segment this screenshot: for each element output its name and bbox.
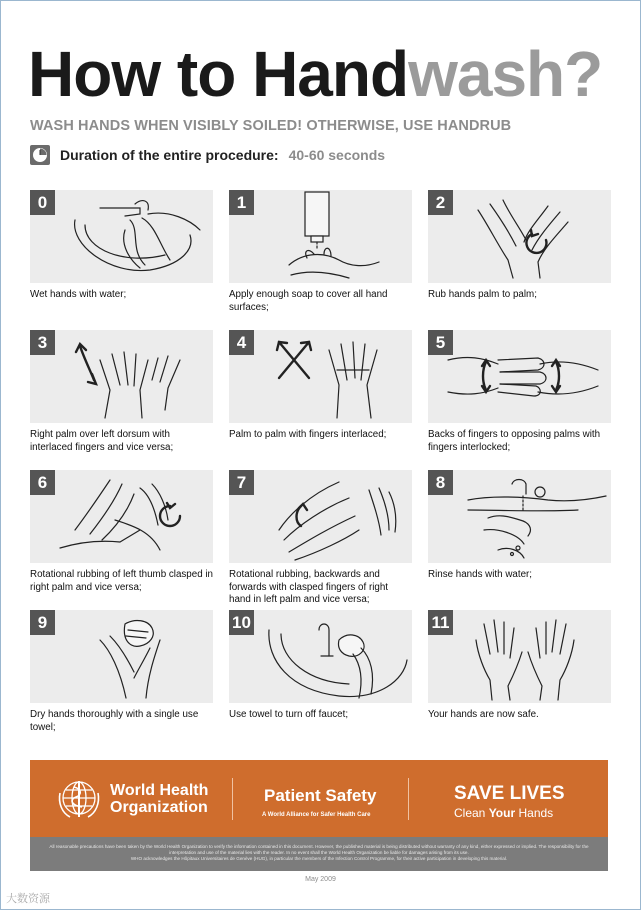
who-name-line2: Organization	[110, 799, 208, 816]
duration-label: Duration of the entire procedure:	[60, 147, 279, 163]
step-number: 6	[30, 470, 55, 495]
clean-hands-slogan	[454, 806, 553, 820]
step-caption: Dry hands thoroughly with a single use towel;	[30, 709, 199, 733]
step-number: 10	[229, 610, 254, 635]
step-number: 2	[428, 190, 453, 215]
fingers-interlocked-icon	[428, 330, 611, 423]
step-number: 0	[30, 190, 55, 215]
slogan-part: Hands	[515, 806, 554, 820]
patient-safety-subtitle: A World Alliance for Safer Health Care	[262, 812, 371, 818]
clean-hands-icon	[428, 610, 611, 703]
step-caption: Your hands are now safe.	[428, 709, 539, 720]
step-3	[30, 330, 213, 470]
palm-over-dorsum-icon	[30, 330, 213, 423]
thumb-rubbing-icon	[30, 470, 213, 563]
step-number: 8	[428, 470, 453, 495]
step-5	[428, 330, 611, 470]
subtitle: WASH HANDS WHEN VISIBLY SOILED! OTHERWISE, USE HANDRUB	[30, 118, 512, 134]
step-caption: Wet hands with water;	[30, 289, 127, 300]
step-1-illustration	[229, 190, 412, 283]
watermark: 大数资源	[6, 893, 50, 905]
who-name	[110, 782, 208, 816]
title-part-dark: How to Hand	[28, 38, 409, 110]
step-8-illustration	[428, 470, 611, 563]
step-5-illustration	[428, 330, 611, 423]
step-8	[428, 470, 611, 610]
step-2-illustration	[428, 190, 611, 283]
banner-divider	[408, 778, 409, 820]
who-emblem-icon	[56, 777, 102, 821]
soap-dispenser-icon	[229, 190, 412, 283]
step-10-illustration	[229, 610, 412, 703]
rinse-hands-icon	[428, 470, 611, 563]
turn-off-faucet-icon	[229, 610, 412, 703]
step-caption: Rotational rubbing, backwards and forwards with clasped fingers of right hand in left palm and vice versa;	[229, 569, 388, 605]
step-number: 5	[428, 330, 453, 355]
step-7	[229, 470, 412, 610]
step-caption: Right palm over left dorsum with interlaced fingers and vice versa;	[30, 429, 174, 453]
step-9-illustration	[30, 610, 213, 703]
step-9	[30, 610, 213, 750]
slogan-emphasis: Your	[488, 806, 516, 820]
step-number: 4	[229, 330, 254, 355]
patient-safety-title: Patient Safety	[264, 786, 377, 805]
who-name-line1: World Health	[110, 782, 209, 799]
step-2	[428, 190, 611, 330]
step-number: 9	[30, 610, 55, 635]
palm-to-palm-icon	[428, 190, 611, 283]
banner-divider	[232, 778, 233, 820]
step-number: 3	[30, 330, 55, 355]
step-caption: Use towel to turn off faucet;	[229, 709, 349, 720]
step-6-illustration	[30, 470, 213, 563]
duration-value: 40-60 seconds	[288, 147, 386, 163]
wet-hands-icon	[30, 190, 213, 283]
step-number: 1	[229, 190, 254, 215]
step-0-illustration	[30, 190, 213, 283]
step-6	[30, 470, 213, 610]
footer-banner	[30, 760, 608, 837]
step-4-illustration	[229, 330, 412, 423]
step-number: 11	[428, 610, 453, 635]
step-7-illustration	[229, 470, 412, 563]
clock-icon	[30, 145, 50, 165]
step-caption: Rinse hands with water;	[428, 569, 533, 580]
steps-grid	[30, 190, 610, 750]
step-4	[229, 330, 412, 470]
acknowledgement-text: WHO acknowledges the Hôpitaux Universitaires de Genève (HUG), in particular the members of the Infection Control Programme, for their active participation in developing this material.	[130, 856, 508, 861]
step-number: 7	[229, 470, 254, 495]
fingertips-rubbing-icon	[229, 470, 412, 563]
title-part-grey: wash?	[408, 38, 603, 110]
step-3-illustration	[30, 330, 213, 423]
step-11	[428, 610, 611, 750]
step-caption: Rotational rubbing of left thumb clasped in right palm and vice versa;	[30, 569, 213, 593]
step-1	[229, 190, 412, 330]
save-lives-title: SAVE LIVES	[454, 783, 565, 804]
step-caption: Palm to palm with fingers interlaced;	[229, 429, 387, 440]
publication-date: May 2009	[305, 876, 336, 883]
step-caption: Backs of fingers to opposing palms with fingers interlocked;	[428, 429, 601, 453]
step-0	[30, 190, 213, 330]
step-caption: Apply enough soap to cover all hand surfaces;	[229, 289, 388, 313]
disclaimer-text: All reasonable precautions have been taken by the World Health Organization to verify the information contained in this document. However, the published material is being distributed without warranty of any kind, either expressed or implied. The responsibility for the interpretation and use of the material lies with the reader. In no event shall the World Health Organization be liable for damages arising from its use.	[49, 844, 589, 855]
page-title	[28, 38, 602, 110]
slogan-part: Clean	[454, 806, 489, 820]
step-10	[229, 610, 412, 750]
disclaimer	[30, 837, 608, 871]
towel-dry-icon	[30, 610, 213, 703]
duration-row	[30, 144, 385, 166]
fingers-interlaced-icon	[229, 330, 412, 423]
step-caption: Rub hands palm to palm;	[428, 289, 537, 300]
step-11-illustration	[428, 610, 611, 703]
